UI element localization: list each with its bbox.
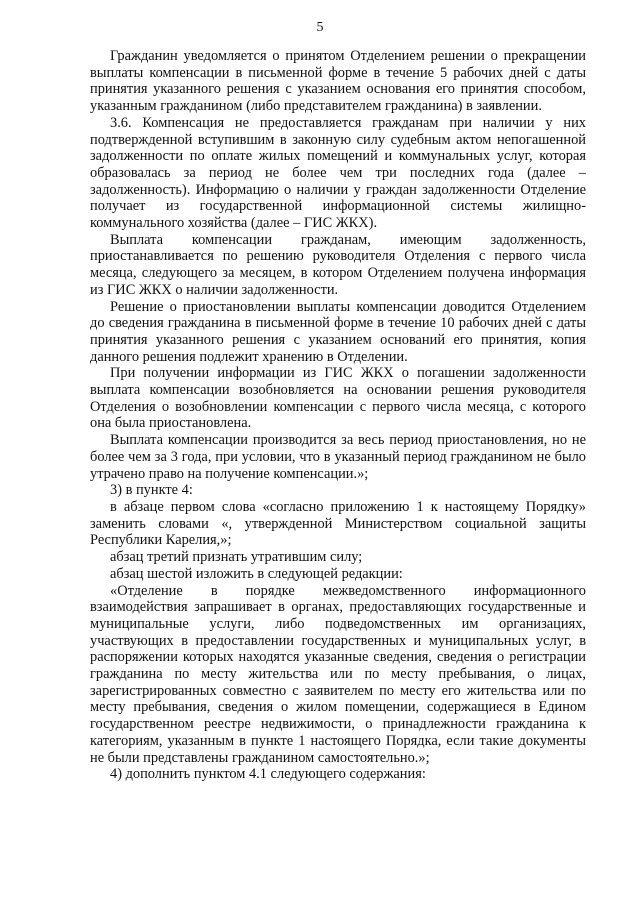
- paragraph-interagency: «Отделение в порядке межведомственного информационного взаимодействия запрашивает в органах, предоставляющих государственные и муниципальные услуги, либо подведомственных им организациях, участвующих в предоставлении государственных и муниципальных услуг, в распоряжении которых находятся указанные сведения, сведения о регистрации гражданина по месту жительства или по месту пребывания, о лицах, зарегистрированных совместно с заявителем по месту его жительства или по месту пребывания, сведения о жилом помещении, содержащиеся в Едином государственном реестре недвижимости, о принадлежности гражданина к категориям, указанным в пункте 1 настоящего Порядка, если такие документы не были представлены гражданином самостоятельно.»;: [90, 582, 586, 766]
- paragraph-first-abzac: в абзаце первом слова «согласно приложению 1 к настоящему Порядку» заменить словами «, утвержденной Министерством социальной защиты Республики Карелия,»;: [90, 498, 586, 549]
- paragraph-payment-period: Выплата компенсации производится за весь период приостановления, но не более чем за 3 года, при условии, что в указанный период гражданином не было утрачено право на получение компенсации.»;: [90, 432, 586, 482]
- page-number: 5: [316, 20, 324, 35]
- paragraph-sixth-abzac: абзац шестой изложить в следующей редакции:: [110, 565, 403, 582]
- paragraph-third-abzac: абзац третий признать утратившим силу;: [110, 549, 363, 566]
- paragraph-item-3: 3) в пункте 4:: [110, 482, 193, 499]
- paragraph-item-4: 4) дополнить пунктом 4.1 следующего содержания:: [110, 766, 426, 783]
- paragraph-3-6: 3.6. Компенсация не предоставляется гражданам при наличии у них подтвержденной вступившим в законную силу судебным актом непогашенной задолженности по оплате жилых помещений и коммунальных услуг, которая образовалась за период не более чем три последних года (далее – задолженность). Информацию о наличии у граждан задолженности Отделение получает из государственной информационной системы жилищно-коммунального хозяйства (далее – ГИС ЖКХ).: [90, 114, 586, 232]
- paragraph-resumption: При получении информации из ГИС ЖКХ о погашении задолженности выплата компенсации возобновляется на основании решения руководителя Отделения о возобновлении компенсации с первого числа месяца, с которого она была приостановлена.: [90, 365, 586, 432]
- paragraph-suspension-decision: Решение о приостановлении выплаты компенсации доводится Отделением до сведения гражданина в письменной форме в течение 10 рабочих дней с даты принятия указанного решения с указанием оснований его принятия, копия данного решения подлежит хранению в Отделении.: [90, 298, 586, 365]
- document-body: [90, 48, 586, 783]
- paragraph-suspension: Выплата компенсации гражданам, имеющим задолженность, приостанавливается по решению руководителя Отделения с первого числа месяца, следующего за месяцем, в котором Отделением получена информация из ГИС ЖКХ о наличии задолженности.: [90, 231, 586, 298]
- paragraph-notification: Гражданин уведомляется о принятом Отделением решении о прекращении выплаты компенсации в письменной форме в течение 5 рабочих дней с даты принятия указанного решения с указанием основания его принятия способом, указанным гражданином (либо представителем гражданина) в заявлении.: [90, 48, 586, 115]
